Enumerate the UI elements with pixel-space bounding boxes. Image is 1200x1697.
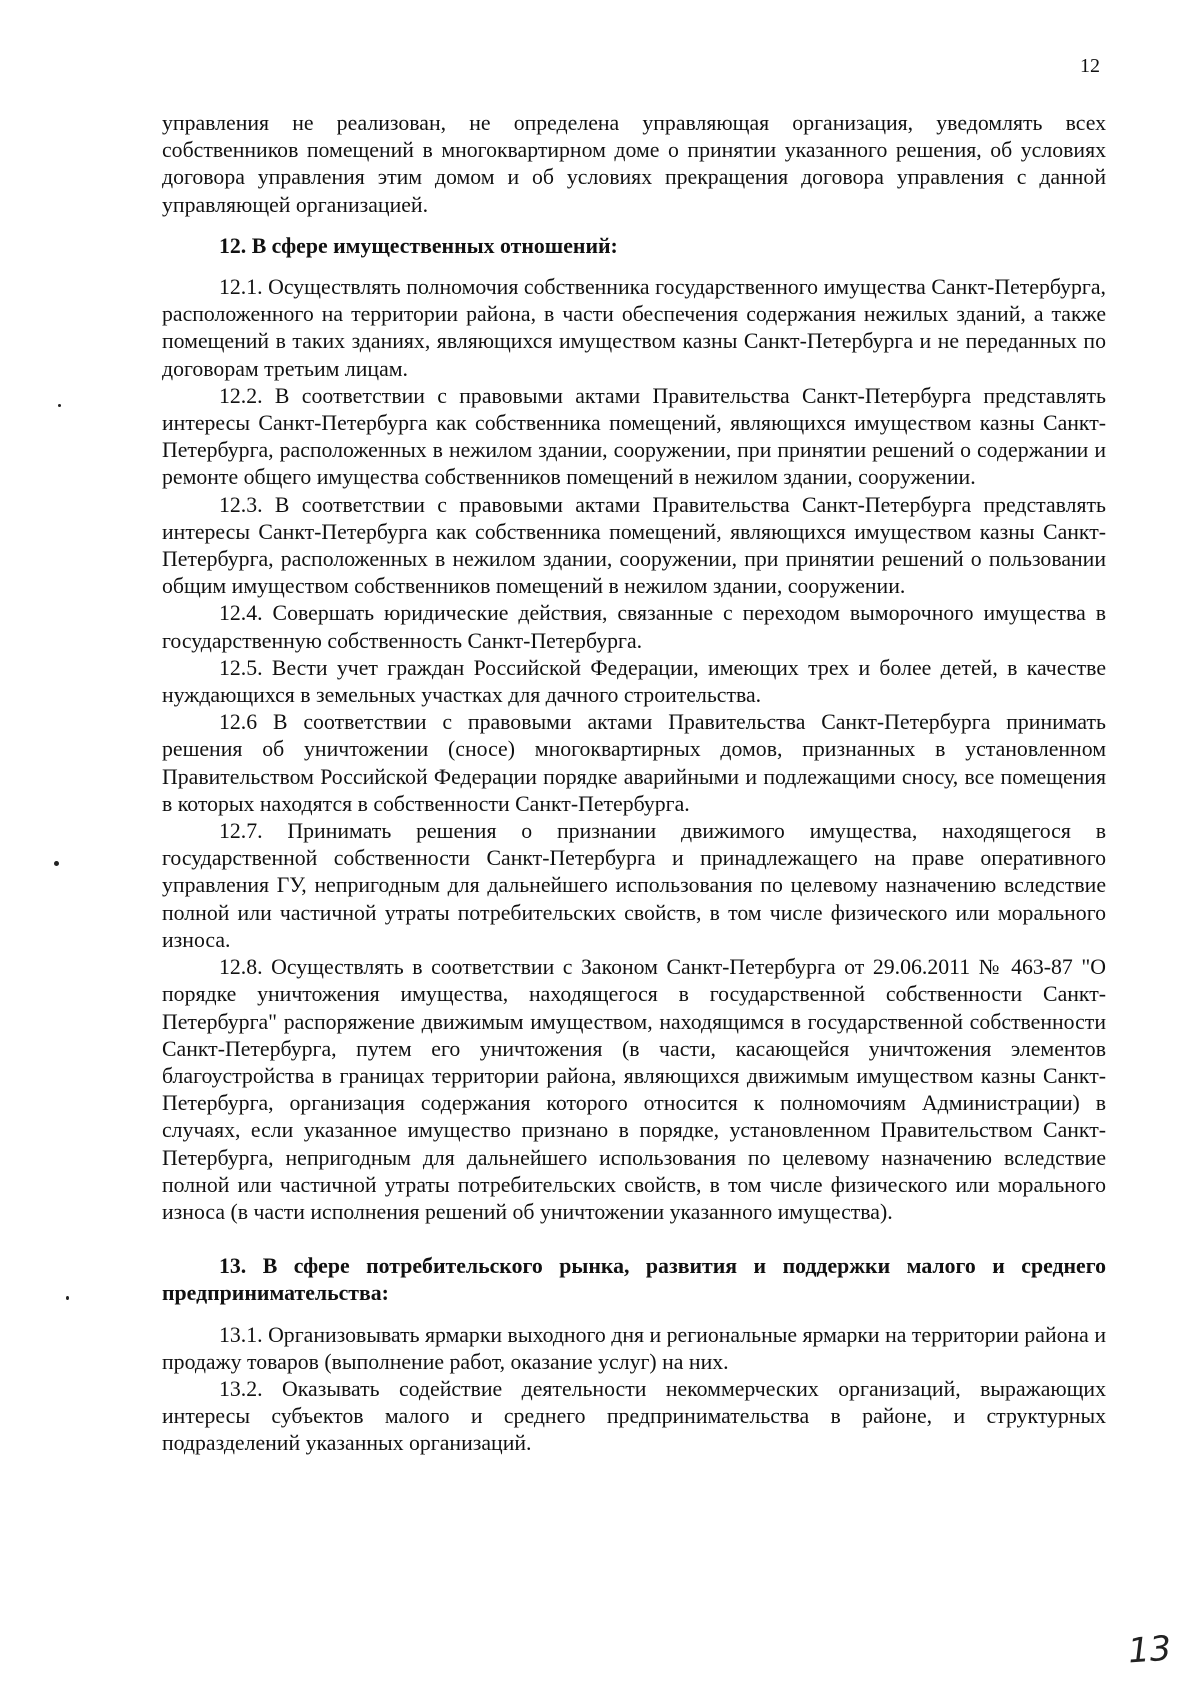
clause-12-8: 12.8. Осуществлять в соответствии с Законом Санкт-Петербурга от 29.06.2011 № 463-87 "О порядке уничтожения имущества, находящегося в государственной собственности Санкт-Петербурга" распоряжение движимым имуществом, находящимся в государственной собственности Санкт-Петербурга, путем его уничтожения (в части, касающейся уничтожения элементов благоустройства в границах территории района, являющихся движимым имуществом казны Санкт-Петербурга, организация содержания которого относится к полномочиям Администрации) в случаях, если указанное имущество признано в порядке, установленном Правительством Санкт-Петербурга, непригодным для дальнейшего использования по целевому назначению вследствие полной или частичной утраты потребительских свойств, в том числе физического или морального износа (в части исполнения решений об уничтожении указанного имущества).	[162, 955, 1106, 1224]
continuation-paragraph: управления не реализован, не определена управляющая организация, уведомлять всех собственников помещений в многоквартирном доме о принятии указанного решения, об условиях договора управления этим домом и об условиях прекращения договора управления с данной управляющей организацией.	[162, 111, 1106, 217]
clause-13-1: 13.1. Организовывать ярмарки выходного дня и региональные ярмарки на территории района и продажу товаров (выполнение работ, оказание услуг) на них.	[162, 1322, 1106, 1374]
clause-12-2: 12.2. В соответствии с правовыми актами Правительства Санкт-Петербурга представлять интересы Санкт-Петербурга как собственника помещений, являющихся имуществом казны Санкт-Петербурга, расположенных в нежилом здании, сооружении, при принятии решений о содержании и ремонте общего имущества собственников помещений в нежилом здании, сооружении.	[162, 383, 1106, 490]
clause-12-4: 12.4. Совершать юридические действия, связанные с переходом выморочного имущества в государственную собственность Санкт-Петербурга.	[162, 601, 1106, 653]
scan-speck	[54, 861, 59, 866]
handwritten-page-mark: 13	[1126, 1628, 1173, 1672]
scan-speck	[58, 404, 61, 407]
section-heading-12: 12. В сфере имущественных отношений:	[219, 233, 618, 258]
clause-12-1: 12.1. Осуществлять полномочия собственника государственного имущества Санкт-Петербурга, расположенного на территории района, в части обеспечения содержания нежилых зданий, а также помещений в таких зданиях, являющихся имуществом казны Санкт-Петербурга и не переданных по договорам третьим лицам.	[162, 275, 1106, 381]
clause-12-6: 12.6 В соответствии с правовыми актами Правительства Санкт-Петербурга принимать решения об уничтожении (сносе) многоквартирных домов, признанных в установленном Правительством Российской Федерации порядке аварийными и подлежащими сносу, все помещения в которых находятся в собственности Санкт-Петербурга.	[162, 710, 1106, 816]
clause-12-3: 12.3. В соответствии с правовыми актами Правительства Санкт-Петербурга представлять интересы Санкт-Петербурга как собственника помещений, являющихся имуществом казны Санкт-Петербурга, расположенных в нежилом здании, сооружении, при принятии решений о пользовании общим имуществом собственников помещений в нежилом здании, сооружении.	[162, 492, 1106, 599]
page-number: 12	[1080, 55, 1100, 77]
scan-speck	[66, 1296, 69, 1300]
clause-12-7: 12.7. Принимать решения о признании движимого имущества, находящегося в государственной собственности Санкт-Петербурга и принадлежащего на праве оперативного управления ГУ, непригодным для дальнейшего использования по целевому назначению вследствие полной или частичной утраты потребительских свойств, в том числе физического или морального износа.	[162, 819, 1106, 952]
document-body	[162, 110, 1106, 1458]
section-heading-13: 13. В сфере потребительского рынка, развития и поддержки малого и среднего предпринимательства:	[162, 1254, 1106, 1306]
clause-12-5: 12.5. Вести учет граждан Российской Федерации, имеющих трех и более детей, в качестве нуждающихся в земельных участках для дачного строительства.	[162, 655, 1106, 708]
clause-13-2: 13.2. Оказывать содействие деятельности некоммерческих организаций, выражающих интересы субъектов малого и среднего предпринимательства в районе, и структурных подразделений указанных организаций.	[162, 1376, 1106, 1456]
